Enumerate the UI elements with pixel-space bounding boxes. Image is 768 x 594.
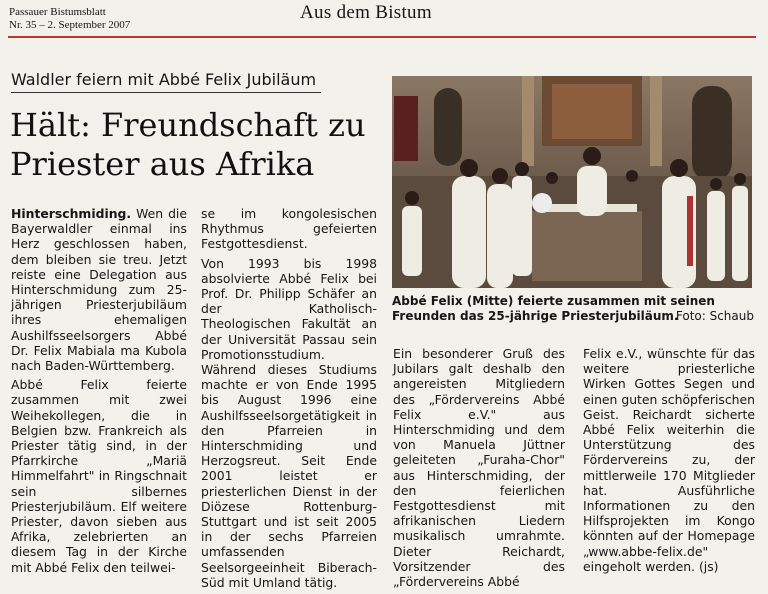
article-headline: Hält: Freundschaft zu Priester aus Afrika: [10, 106, 366, 183]
photo-credit: Foto: Schaub: [675, 309, 754, 323]
paragraph-text: Felix e.V., wünschte für das weitere priesterliche Wirken Gottes Segen und einen guten schöpferischen Geist. Reichardt sicherte Abbé Felix weiterhin die Unterstützung des Fördervereins zu, der mittlerweile 170 Mitglieder hat. Ausführliche Informationen zu den Hilfsprojekten im Kongo könnten auf der Homepage „www.abbe-felix.de" eingeholt werden.: [583, 346, 756, 574]
paragraph: [11, 206, 187, 373]
publication-name: Passauer Bistumsblatt: [9, 6, 106, 18]
text-column-4: [583, 346, 755, 578]
kicker-underline: [11, 92, 321, 93]
article-kicker: Waldler feiern mit Abbé Felix Jubiläum: [11, 70, 317, 89]
church-celebration-image: [392, 76, 752, 288]
photo-caption: Abbé Felix (Mitte) feierte zusammen mit seinen Freunden das 25-jährige Priesterjubiläum.: [392, 294, 715, 323]
text-column-2: [201, 206, 377, 594]
issue-date: Nr. 35 – 2. September 2007: [9, 19, 131, 31]
section-title: Aus dem Bistum: [300, 2, 432, 23]
text-column-1: [11, 206, 187, 579]
paragraph: Von 1993 bis 1998 absolvierte Abbé Felix bei Prof. Dr. Philipp Schäfer an der Katholisch-Theologischen Fakultät an der Universität Passau sein Promotionsstudium. Während dieses Studiums machte er von Ende 1995 bis August 1996 eine Aushilfsseelsorgetätigkeit in den Pfarreien in Hinterschmiding und Herzogsreut. Seit Ende 2001 leistet er priesterlichen Dienst in der Diözese Rottenburg-Stuttgart und ist seit 2005 in der sechs Pfarreien umfassenden Seelsorgeeinheit Biberach-Süd mit Umland tätig.: [201, 255, 377, 590]
masthead: [9, 6, 130, 32]
author-signature: (js): [698, 558, 719, 574]
paragraph: [583, 346, 755, 574]
text-column-3: [393, 346, 565, 593]
dateline: Hinterschmiding.: [11, 206, 132, 221]
header-divider: [8, 36, 756, 38]
article-photo: [392, 76, 752, 288]
paragraph-text: Wen die Bayerwaldler einmal ins Herz geschlossen haben, dem bleiben sie treu. Jetzt reiste eine Delegation aus Hinterschmidung zum 25-jährigen Priesterjubiläum ihres ehemaligen Aushilfsseelsorgers Abbé Dr. Felix Mabiala ma Kubola nach Baden-Württemberg.: [11, 206, 187, 374]
paragraph: Abbé Felix feierte zusammen mit zwei Weihekollegen, die in Belgien bzw. Frankreich als Priester tätig sind, in der Pfarrkirche „Mariä Himmelfahrt" in Ringschnait sein silbernes Priesterjubiläum. Elf weitere Priester, davon sieben aus Afrika, zelebrierten an diesem Tag in der Kirche mit Abbé Felix den teilwei-: [11, 377, 187, 575]
paragraph: Ein besonderer Gruß des Jubilars galt deshalb den angereisten Mitgliedern des „Fördervereins Abbé Felix e.V." aus Hinterschmiding und dem von Manuela Jüttner geleiteten „Furaha-Chor" aus Hinterschmiding, der den feierlichen Festgottesdienst mit afrikanischen Liedern musikalisch umrahmte. Dieter Reichardt, Vorsitzender des „Fördervereins Abbé: [393, 346, 565, 590]
paragraph: se im kongolesischen Rhythmus gefeierten Festgottesdienst.: [201, 206, 377, 252]
